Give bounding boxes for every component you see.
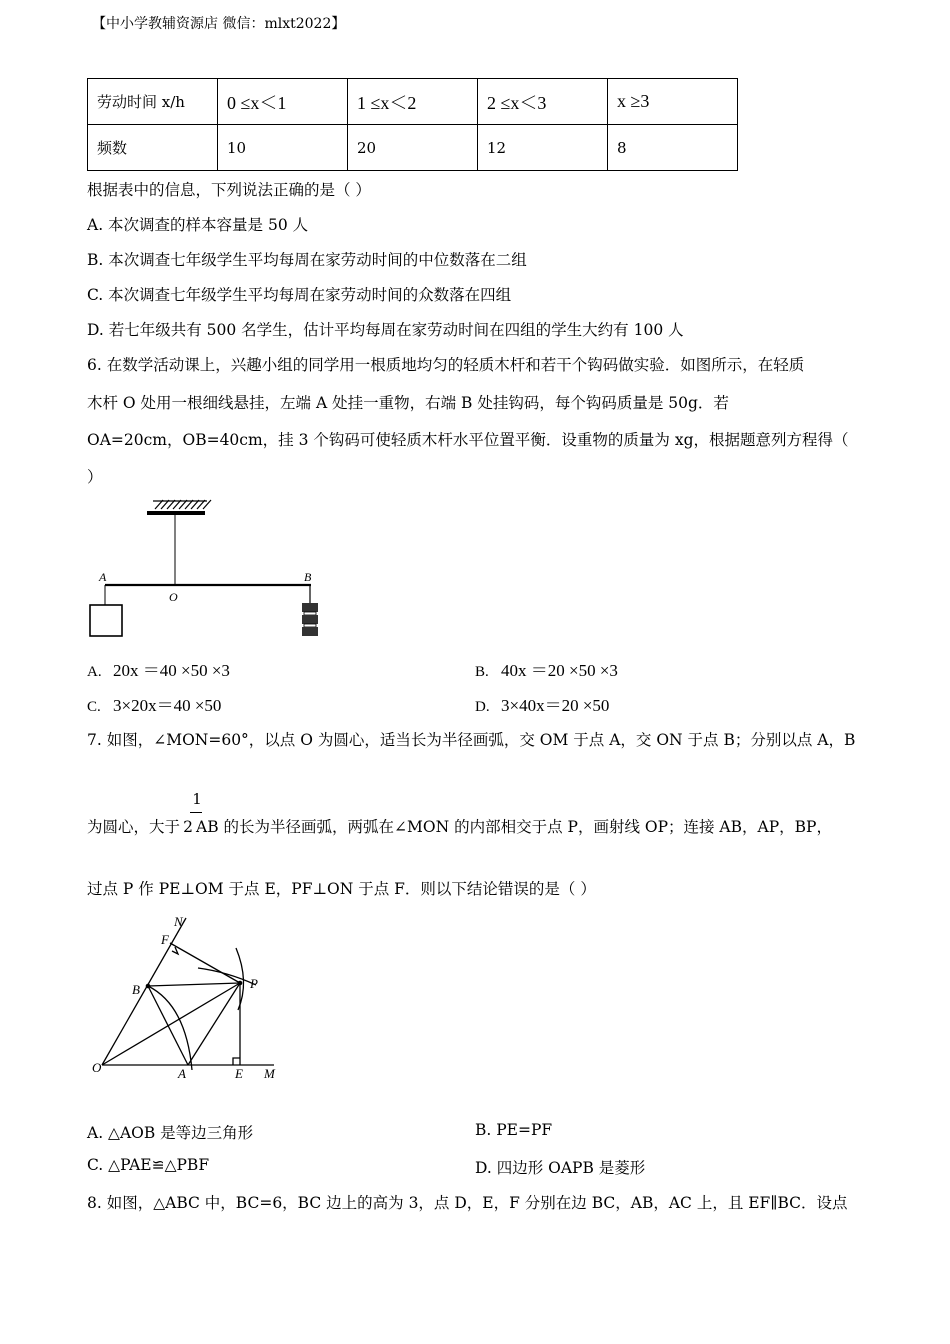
table-row [88, 79, 738, 125]
segment-ap [188, 983, 240, 1065]
frequency-table [87, 78, 738, 171]
q6-line-2: 木杆 O 处用一根细线悬挂，左端 A 处挂一重物，右端 B 处挂钩码，每个钩码质量是 50g．若 [87, 394, 729, 412]
hook-weight [302, 603, 318, 612]
q7-option-c: C. △PAE≌△PBF [87, 1156, 210, 1174]
q7-option-a: A. △AOB 是等边三角形 [87, 1124, 254, 1142]
segment-pf [170, 943, 240, 983]
label-m: M [264, 1066, 275, 1081]
q7-option-d: D. 四边形 OAPB 是菱形 [475, 1159, 646, 1177]
hook-weight [302, 615, 318, 624]
label-f: F [161, 932, 169, 947]
table-cell: 0 ≤x＜1 [218, 79, 348, 125]
q6-line-1: 6. 在数学活动课上，兴趣小组的同学用一根质地均匀的轻质木杆和若干个钩码做实验．如图所示，在轻质 [87, 356, 805, 374]
page-header: 【中小学教辅资源店 微信：mlxt2022】 [92, 16, 346, 32]
ray-op [102, 983, 240, 1065]
label-a: A [99, 570, 107, 584]
ray-on [102, 918, 186, 1065]
q6-line-3: OA=20cm，OB=40cm，挂 3 个钩码可使轻质木杆水平位置平衡．设重物的质量为 xg，根据题意列方程得（ [87, 431, 849, 449]
table-row [88, 125, 738, 171]
q5-option-b: B. 本次调查七年级学生平均每周在家劳动时间的中位数落在二组 [87, 251, 527, 269]
label-b: B [132, 982, 140, 997]
label-b: B [304, 570, 312, 584]
fraction-bar [190, 812, 202, 813]
table-cell: 1 ≤x＜2 [348, 79, 478, 125]
table-cell: 12 [478, 125, 608, 171]
table-cell: 2 ≤x＜3 [478, 79, 608, 125]
angle-bisector-figure [88, 910, 288, 1085]
q6-option-d: D. 3×40x＝20 ×50 [475, 696, 610, 715]
table-cell: x ≥3 [608, 79, 738, 125]
table-cell: 8 [608, 125, 738, 171]
fraction-numerator: 1 [192, 790, 202, 808]
label-e: E [235, 1066, 243, 1081]
q5-stem: 根据表中的信息，下列说法正确的是（ ） [87, 181, 371, 199]
table-cell: 10 [218, 125, 348, 171]
q6-option-a: A. 20x ＝40 ×50 ×3 [87, 661, 230, 680]
hook-weight [302, 627, 318, 636]
label-o: O [169, 590, 178, 604]
q7-line-1: 7. 如图，∠MON=60°，以点 O 为圆心，适当长为半径画弧，交 OM 于点 A，交 ON 于点 B；分别以点 A，B [87, 731, 856, 749]
q5-option-a: A. 本次调查的样本容量是 50 人 [87, 216, 309, 234]
arc-a [198, 968, 256, 985]
label-n: N [174, 914, 183, 929]
q8-line-1: 8. 如图，△ABC 中，BC=6，BC 边上的高为 3，点 D，E，F 分别在边 BC，AB，AC 上，且 EF∥BC．设点 [87, 1194, 848, 1212]
q6-option-c: C. 3×20x＝40 ×50 [87, 696, 222, 715]
label-a: A [178, 1066, 186, 1081]
ceiling-bar [147, 511, 205, 515]
segment-bp [148, 983, 240, 986]
fraction-denominator: 2 [183, 818, 193, 836]
label-p: P [250, 976, 258, 991]
q5-option-d: D. 若七年级共有 500 名学生，估计平均每周在家劳动时间在四组的学生大约有 100 人 [87, 321, 684, 339]
table-cell: 20 [348, 125, 478, 171]
q5-option-c: C. 本次调查七年级学生平均每周在家劳动时间的众数落在四组 [87, 286, 512, 304]
q7-option-b: B. PE=PF [475, 1121, 553, 1139]
table-cell: 频数 [88, 125, 218, 171]
label-o: O [92, 1060, 102, 1075]
q7-line-3: 过点 P 作 PE⊥OM 于点 E，PF⊥ON 于点 F．则以下结论错误的是（ ） [87, 880, 596, 898]
lever-figure [85, 495, 335, 645]
weight-box [90, 605, 122, 636]
q6-option-b: B. 40x ＝20 ×50 ×3 [475, 661, 618, 680]
q6-line-4: ） [87, 468, 103, 486]
q7-line-2: 为圆心，大于 2 AB 的长为半径画弧，两弧在∠MON 的内部相交于点 P，画射线 OP；连接 AB，AP，BP， [87, 818, 832, 836]
table-cell: 劳动时间 x/h [88, 79, 218, 125]
